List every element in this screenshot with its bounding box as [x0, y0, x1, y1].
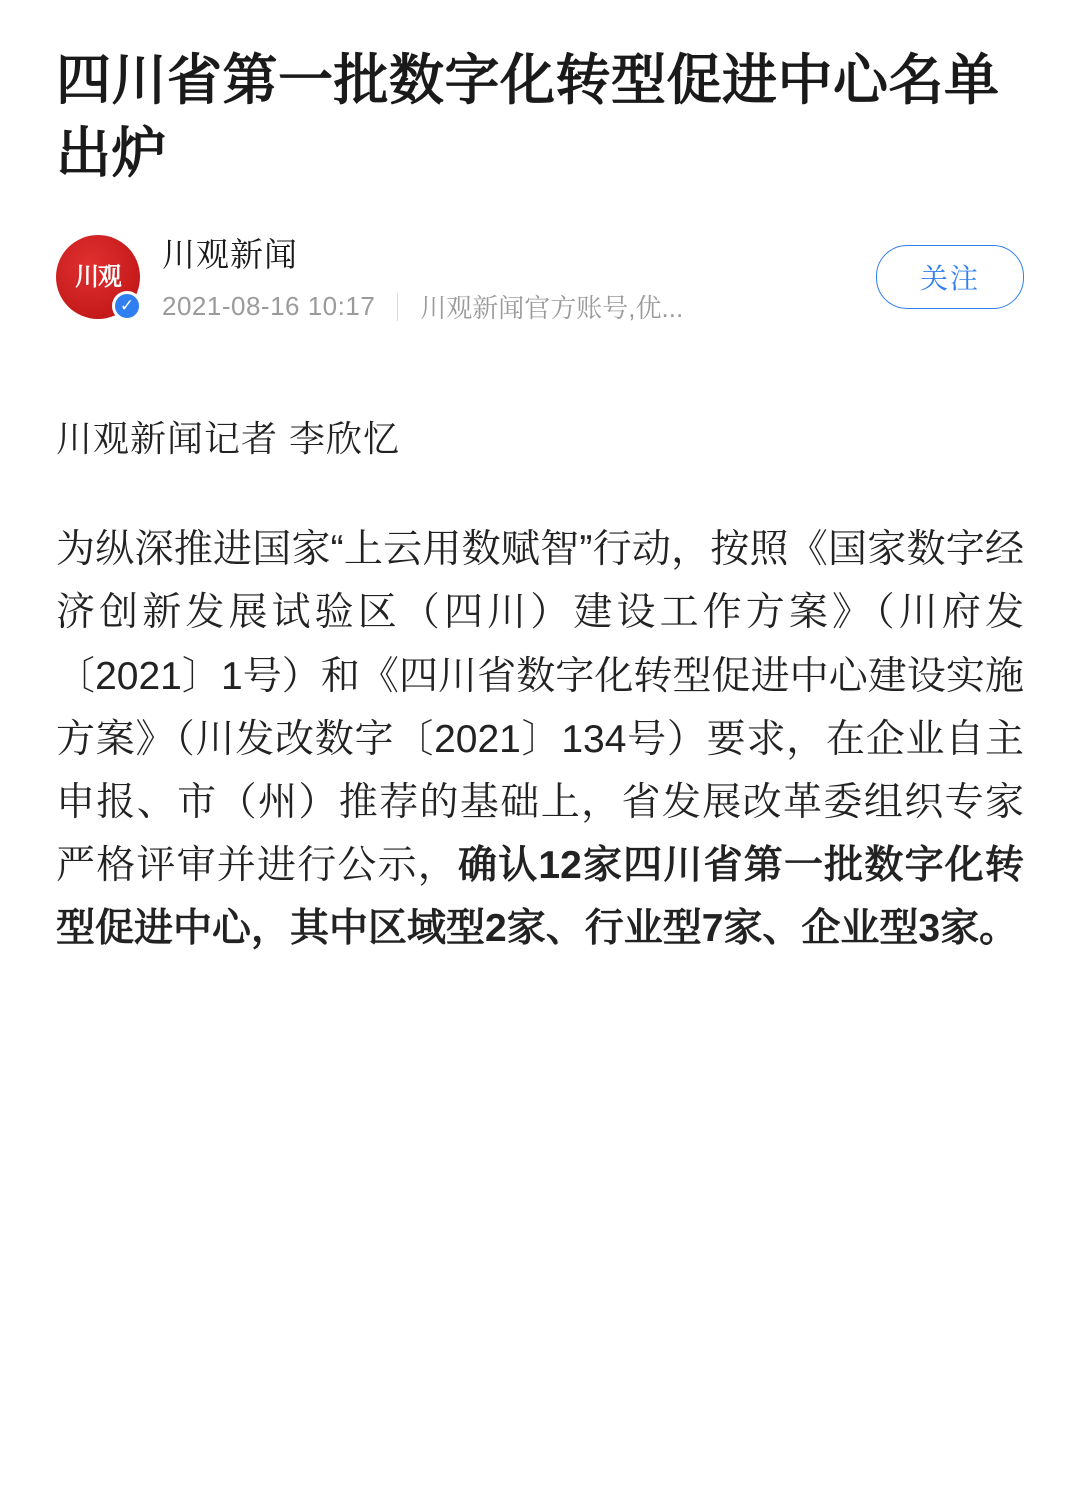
- author-submeta: [162, 288, 858, 325]
- publish-timestamp: 2021-08-16 10:17: [162, 291, 376, 322]
- follow-button[interactable]: 关注: [876, 245, 1024, 309]
- article-paragraph: [56, 518, 1024, 960]
- paragraph-text-normal: 为纵深推进国家“上云用数赋智”行动，按照《国家数字经济创新发展试验区（四川）建设工作方案》（川府发〔2021〕1号）和《四川省数字化转型促进中心建设实施方案》（川发改数字〔2021〕134号）要求，在企业自主申报、市（州）推荐的基础上，省发展改革委组织专家严格评审并进行公示，: [56, 528, 1024, 888]
- author-meta: [162, 229, 858, 325]
- verified-badge-icon: [112, 291, 142, 321]
- page-title: 四川省第一批数字化转型促进中心名单出炉: [56, 49, 1000, 184]
- reporter-byline: 川观新闻记者 李欣忆: [56, 418, 401, 460]
- avatar[interactable]: [56, 235, 140, 319]
- verified-check-glyph: ✓: [119, 295, 135, 315]
- author-description: 川观新闻官方账号,优...: [420, 293, 684, 324]
- author-name[interactable]: 川观新闻: [162, 236, 298, 274]
- avatar-label: 川观: [75, 263, 121, 292]
- meta-divider: [397, 293, 398, 321]
- paragraph-text-bold: 确认12家四川省第一批数字化转型促进中心，其中区域型2家、行业型7家、企业型3家。: [56, 844, 1024, 951]
- author-bar: [56, 229, 1024, 325]
